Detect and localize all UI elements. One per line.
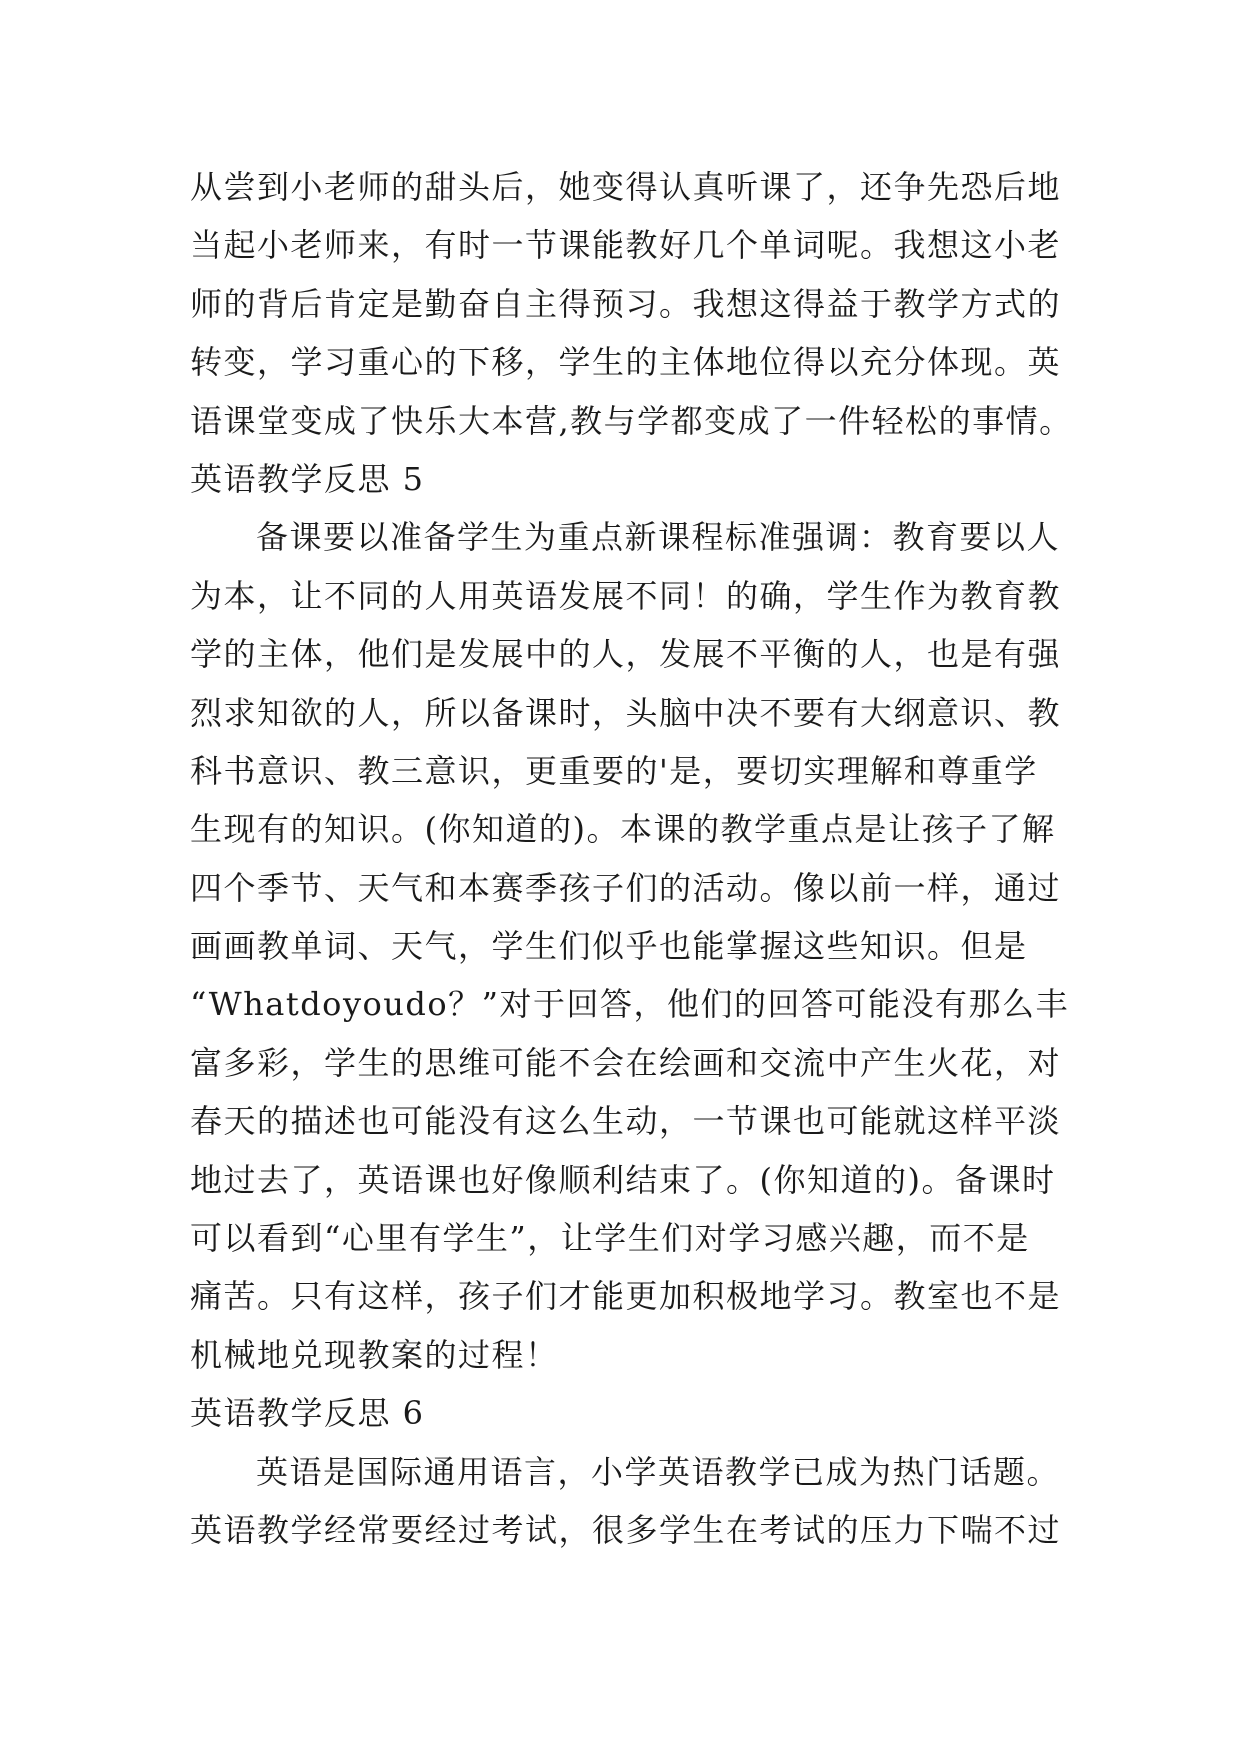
text-line: 从尝到小老师的甜头后，她变得认真听课了，还争先恐后地 (190, 168, 1062, 206)
text-line: 英语是国际通用语言，小学英语教学已成为热门话题。 (256, 1452, 1061, 1491)
text-line: 痛苦。只有这样，孩子们才能更加积极地学习。教室也不是 (190, 1277, 1062, 1316)
document-body (190, 158, 1073, 1559)
text-line: “Whatdoyoudo？”对于回答，他们的回答可能没有那么丰 (190, 985, 1070, 1024)
section-heading: 英语教学反思 6 (190, 1394, 425, 1433)
text-line: 为本，让不同的人用英语发展不同！的确，学生作为教育教 (190, 576, 1062, 615)
text-line: 语课堂变成了快乐大本营,教与学都变成了一件轻松的事情。 (190, 401, 1073, 440)
text-line: 地过去了，英语课也好像顺利结束了。(你知道的)。备课时 (190, 1160, 1056, 1199)
text-line: 备课要以准备学生为重点新课程标准强调：教育要以人 (256, 518, 1061, 557)
text-line: 画画教单词、天气，学生们似乎也能掌握这些知识。但是 (190, 927, 1028, 966)
text-line: 生现有的知识。(你知道的)。本课的教学重点是让孩子了解 (190, 810, 1056, 849)
text-line: 机械地兑现教案的过程！ (190, 1335, 559, 1374)
section-heading: 英语教学反思 5 (190, 459, 425, 498)
text-line: 可以看到“心里有学生”，让学生们对学习感兴趣，而不是 (190, 1219, 1030, 1258)
text-line: 师的背后肯定是勤奋自主得预习。我想这得益于教学方式的 (190, 284, 1062, 323)
text-line: 转变，学习重心的下移，学生的主体地位得以充分体现。英 (190, 343, 1062, 382)
text-line: 英语教学经常要经过考试，很多学生在考试的压力下喘不过 (190, 1510, 1062, 1549)
text-line: 富多彩，学生的思维可能不会在绘画和交流中产生火花，对 (190, 1043, 1062, 1082)
text-line: 当起小老师来，有时一节课能教好几个单词呢。我想这小老 (190, 226, 1062, 265)
text-line: 四个季节、天气和本赛季孩子们的活动。像以前一样，通过 (190, 868, 1062, 907)
text-line: 科书意识、教三意识，更重要的'是，要切实理解和尊重学 (190, 751, 1038, 790)
text-line: 学的主体，他们是发展中的人，发展不平衡的人，也是有强 (190, 635, 1062, 674)
text-line: 春天的描述也可能没有这么生动，一节课也可能就这样平淡 (190, 1102, 1062, 1141)
text-line: 烈求知欲的人，所以备课时，头脑中决不要有大纲意识、教 (190, 693, 1062, 732)
